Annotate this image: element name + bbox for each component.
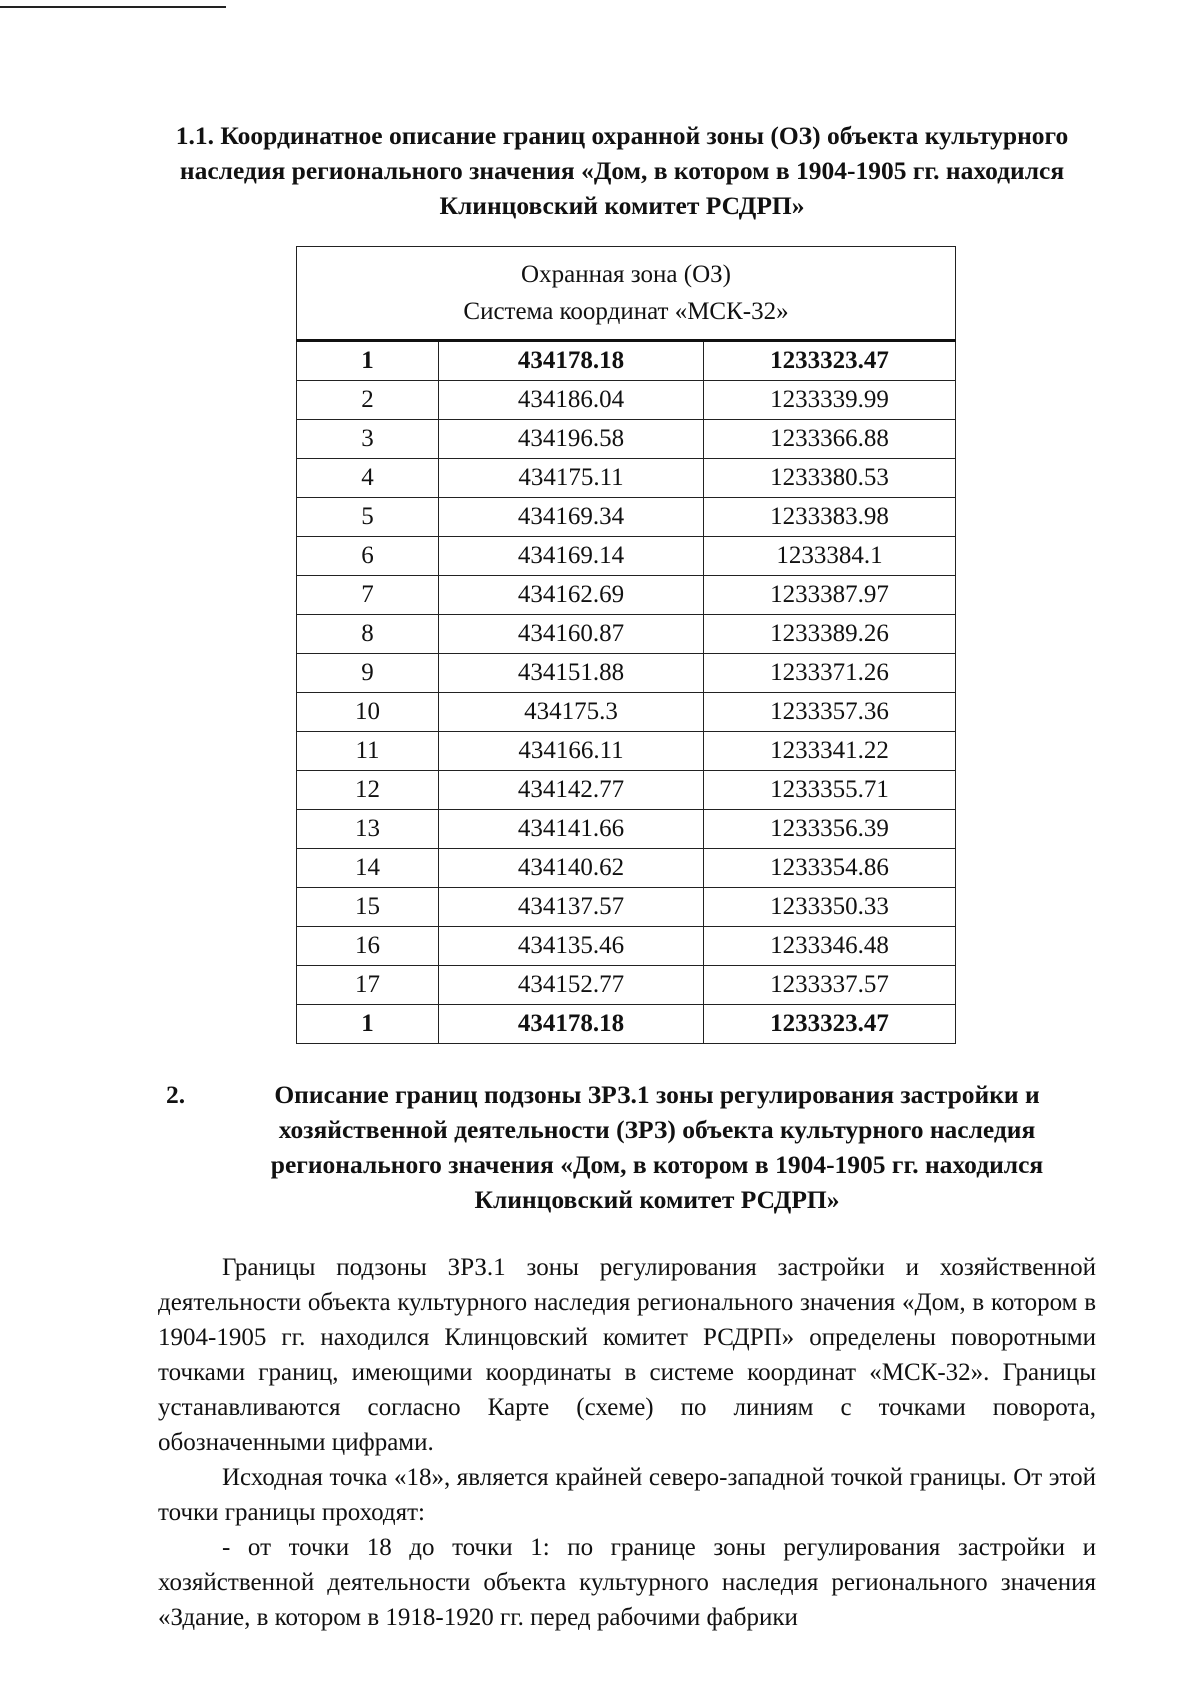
table-header [297, 247, 956, 341]
table-row [297, 420, 956, 459]
table-row [297, 732, 956, 771]
table-header-zone: Охранная зона (ОЗ) [521, 261, 731, 288]
point-number-cell: 12 [297, 771, 439, 810]
table-header-row [297, 247, 956, 341]
table-row [297, 771, 956, 810]
table-row [297, 381, 956, 420]
y-coordinate-cell: 1233387.97 [704, 576, 956, 615]
table-row [297, 849, 956, 888]
x-coordinate-cell: 434178.18 [439, 341, 704, 381]
heading-2-text: Описание границ подзоны ЗРЗ.1 зоны регулирования застройки и хозяйственной деятельности (ЗРЗ) объекта культурного наследия регионального значения «Дом, в котором в 1904-1905 гг. находился Клинцовский комитет РСДРП» [270, 1080, 1044, 1214]
point-number-cell: 14 [297, 849, 439, 888]
x-coordinate-cell: 434160.87 [439, 615, 704, 654]
table-body [297, 341, 956, 1044]
y-coordinate-cell: 1233355.71 [704, 771, 956, 810]
point-number-cell: 9 [297, 654, 439, 693]
x-coordinate-cell: 434135.46 [439, 927, 704, 966]
x-coordinate-cell: 434178.18 [439, 1005, 704, 1044]
table-row [297, 966, 956, 1005]
table-row [297, 1005, 956, 1044]
point-number-cell: 7 [297, 576, 439, 615]
y-coordinate-cell: 1233383.98 [704, 498, 956, 537]
table-row [297, 615, 956, 654]
table-row [297, 888, 956, 927]
table-header-system: Система координат «МСК-32» [463, 298, 789, 325]
point-number-cell: 2 [297, 381, 439, 420]
point-number-cell: 1 [297, 341, 439, 381]
x-coordinate-cell: 434152.77 [439, 966, 704, 1005]
table-row [297, 810, 956, 849]
y-coordinate-cell: 1233341.22 [704, 732, 956, 771]
x-coordinate-cell: 434166.11 [439, 732, 704, 771]
point-number-cell: 8 [297, 615, 439, 654]
x-coordinate-cell: 434162.69 [439, 576, 704, 615]
x-coordinate-cell: 434169.14 [439, 537, 704, 576]
point-number-cell: 16 [297, 927, 439, 966]
y-coordinate-cell: 1233356.39 [704, 810, 956, 849]
point-number-cell: 4 [297, 459, 439, 498]
y-coordinate-cell: 1233384.1 [704, 537, 956, 576]
paragraph-segment-18-1: - от точки 18 до точки 1: по границе зоны регулирования застройки и хозяйственной деятельности объекта культурного наследия регионального значения «Здание, в котором в 1918-1920 гг. перед рабочими фабрики [158, 1534, 1096, 1631]
x-coordinate-cell: 434151.88 [439, 654, 704, 693]
table-row [297, 576, 956, 615]
x-coordinate-cell: 434196.58 [439, 420, 704, 459]
y-coordinate-cell: 1233339.99 [704, 381, 956, 420]
x-coordinate-cell: 434137.57 [439, 888, 704, 927]
y-coordinate-cell: 1233354.86 [704, 849, 956, 888]
y-coordinate-cell: 1233337.57 [704, 966, 956, 1005]
section-heading-1-1 [150, 118, 1094, 223]
x-coordinate-cell: 434140.62 [439, 849, 704, 888]
paragraph-start-point: Исходная точка «18», является крайней северо-западной точкой границы. От этой точки границы проходят: [158, 1464, 1096, 1526]
heading-1-1-text: 1.1. Координатное описание границ охранной зоны (ОЗ) объекта культурного наследия регионального значения «Дом, в котором в 1904-1905 гг. находился Клинцовский комитет РСДРП» [175, 121, 1069, 220]
y-coordinate-cell: 1233357.36 [704, 693, 956, 732]
point-number-cell: 6 [297, 537, 439, 576]
point-number-cell: 11 [297, 732, 439, 771]
y-coordinate-cell: 1233380.53 [704, 459, 956, 498]
table-row [297, 693, 956, 732]
top-rule [0, 6, 226, 8]
x-coordinate-cell: 434175.11 [439, 459, 704, 498]
y-coordinate-cell: 1233366.88 [704, 420, 956, 459]
coordinates-table [296, 246, 956, 1044]
x-coordinate-cell: 434142.77 [439, 771, 704, 810]
table-row [297, 341, 956, 381]
x-coordinate-cell: 434186.04 [439, 381, 704, 420]
table-row [297, 537, 956, 576]
y-coordinate-cell: 1233323.47 [704, 341, 956, 381]
heading-2-number: 2. [166, 1080, 186, 1109]
y-coordinate-cell: 1233323.47 [704, 1005, 956, 1044]
y-coordinate-cell: 1233346.48 [704, 927, 956, 966]
table-row [297, 654, 956, 693]
y-coordinate-cell: 1233371.26 [704, 654, 956, 693]
point-number-cell: 17 [297, 966, 439, 1005]
x-coordinate-cell: 434169.34 [439, 498, 704, 537]
table-row [297, 459, 956, 498]
point-number-cell: 1 [297, 1005, 439, 1044]
point-number-cell: 5 [297, 498, 439, 537]
table-row [297, 498, 956, 537]
y-coordinate-cell: 1233389.26 [704, 615, 956, 654]
point-number-cell: 3 [297, 420, 439, 459]
x-coordinate-cell: 434175.3 [439, 693, 704, 732]
x-coordinate-cell: 434141.66 [439, 810, 704, 849]
point-number-cell: 10 [297, 693, 439, 732]
paragraph-boundaries: Границы подзоны ЗРЗ.1 зоны регулирования застройки и хозяйственной деятельности объекта культурного наследия регионального значения «Дом, в котором в 1904-1905 гг. находился Клинцовский комитет РСДРП» определены поворотными точками границ, имеющими координаты в системе координат «МСК-32». Границы устанавливаются согласно Карте (схеме) по линиям с точками поворота, обозначенными цифрами. [158, 1254, 1096, 1456]
point-number-cell: 15 [297, 888, 439, 927]
table-row [297, 927, 956, 966]
section-heading-2 [150, 1077, 1094, 1217]
point-number-cell: 13 [297, 810, 439, 849]
y-coordinate-cell: 1233350.33 [704, 888, 956, 927]
